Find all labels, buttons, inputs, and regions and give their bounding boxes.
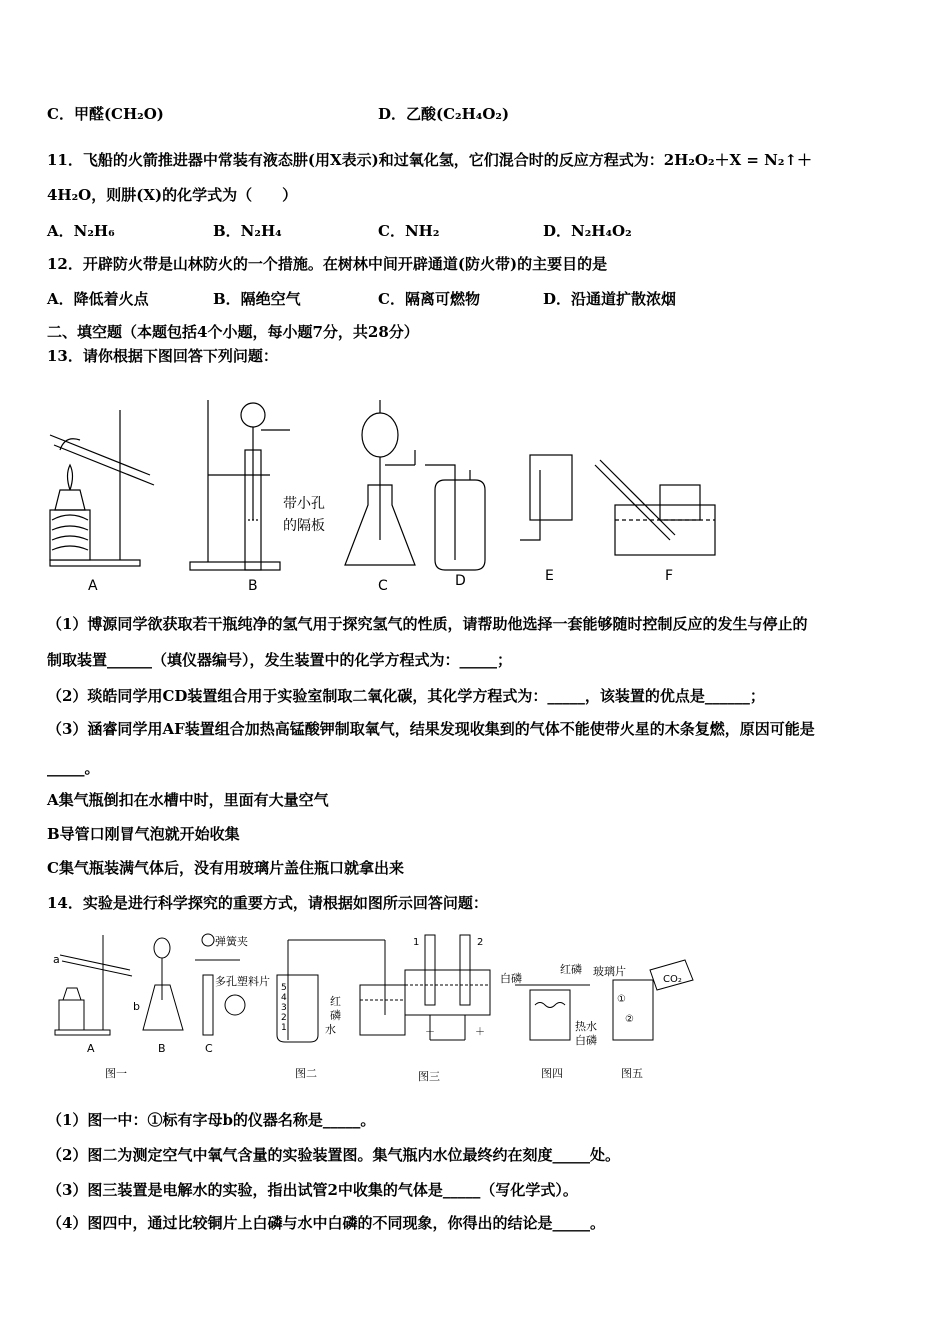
q13-part3-line2: _____。 (47, 759, 100, 777)
q11-option-d: D．N₂H₄O₂ (543, 222, 632, 240)
fig2-red-label: 红 (330, 995, 341, 1008)
fig2-mark-5: 5 (281, 983, 287, 993)
fig4-red-label: 红磷 (560, 963, 582, 976)
q14-part4: （4）图四中，通过比较铜片上白磷与水中白磷的不同现象，你得出的结论是_____。 (47, 1214, 605, 1232)
q13-part1-line1: （1）博源同学欲获取若干瓶纯净的氢气用于探究氢气的性质，请帮助他选择一套能够随时控制反应的发生与停止的 (47, 615, 808, 633)
q14-part1: （1）图一中：①标有字母b的仪器名称是_____。 (47, 1111, 376, 1129)
fig2-water-label: 水 (325, 1023, 336, 1036)
section-heading: 二、填空题（本题包括4个小题，每小题7分，共28分） (47, 323, 419, 341)
q13-stem: 13．请你根据下图回答下列问题： (47, 347, 278, 365)
q13-choice-b: B导管口刚冒气泡就开始收集 (47, 825, 240, 843)
q11-option-c: C．NH₂ (378, 222, 440, 240)
fig-note-b2: 的隔板 (283, 518, 325, 534)
q13-choice-c: C集气瓶装满气体后，没有用玻璃片盖住瓶口就拿出来 (47, 859, 404, 877)
fig-label-b: B (248, 578, 258, 594)
q10-option-d: D．乙酸(C₂H₄O₂) (378, 105, 510, 123)
q14-part3: （3）图三装置是电解水的实验，指出试管2中收集的气体是_____（写化学式）。 (47, 1181, 578, 1199)
q11-stem-line1: 11．飞船的火箭推进器中常装有液态肼(用X表示)和过氧化氢，它们混合时的反应方程式为：2H₂O₂＋X = N₂↑＋ (47, 151, 813, 169)
fig1-label-c: C (205, 1042, 213, 1055)
q12-option-b: B．隔绝空气 (213, 290, 301, 308)
fig4-white2-label: 白磷 (575, 1034, 597, 1047)
fig5-n1: ① (617, 994, 626, 1005)
fig2-p-label: 磷 (330, 1009, 341, 1022)
fig1-label-b: B (158, 1042, 166, 1055)
fig1-clip-label: 弹簧夹 (215, 935, 248, 948)
fig2-mark-4: 4 (281, 993, 287, 1003)
caption-fig2: 图二 (295, 1067, 317, 1080)
q12-option-d: D．沿通道扩散浓烟 (543, 290, 677, 308)
fig4-white-label: 白磷 (500, 972, 522, 985)
q11-option-b: B．N₂H₄ (213, 222, 282, 240)
q14-stem: 14．实验是进行科学探究的重要方式，请根据如图所示回答问题： (47, 894, 488, 912)
q13-part3-line1: （3）涵睿同学用AF装置组合加热高锰酸钾制取氧气，结果发现收集到的气体不能使带火星的木条复燃，原因可能是 (47, 720, 815, 738)
caption-fig5: 图五 (621, 1067, 643, 1080)
q13-apparatus-figure (40, 390, 730, 600)
fig-label-f: F (665, 568, 674, 584)
caption-fig1: 图一 (105, 1067, 127, 1080)
fig5-glass-label: 玻璃片 (593, 965, 626, 978)
fig-label-e: E (545, 568, 554, 584)
q13-part2: （2）琰皓同学用CD装置组合用于实验室制取二氧化碳，其化学方程式为：_____，该装置的优点是______； (47, 687, 765, 705)
a-stand-base (50, 560, 140, 566)
q12-option-c: C．隔离可燃物 (378, 290, 480, 308)
fig3-plus: ＋ (475, 1027, 485, 1038)
fig3-minus: － (425, 1027, 435, 1038)
q11-stem-line2: 4H₂O，则肼(X)的化学式为（ ） (47, 186, 298, 204)
fig1-label-a: A (87, 1042, 95, 1055)
fig2-mark-3: 3 (281, 1003, 287, 1013)
caption-fig4: 图四 (541, 1067, 563, 1080)
q12-option-a: A．降低着火点 (47, 290, 149, 308)
q14-part2: （2）图二为测定空气中氧气含量的实验装置图。集气瓶内水位最终约在刻度_____处。 (47, 1146, 620, 1164)
q11-option-a: A．N₂H₆ (47, 222, 115, 240)
fig-label-d: D (455, 573, 466, 589)
fig4-hot-label: 热水 (575, 1020, 597, 1033)
fig-label-a: A (88, 578, 98, 594)
fig-label-c: C (378, 578, 388, 594)
fig1-a-letter: a (53, 953, 60, 966)
q14-figure (45, 930, 710, 1085)
q13-choice-a: A集气瓶倒扣在水槽中时，里面有大量空气 (47, 791, 329, 809)
fig5-co2-label: CO₂ (663, 974, 682, 985)
fig5-n2: ② (625, 1014, 634, 1025)
fig2-mark-2: 2 (281, 1013, 287, 1023)
fig-note-b1: 带小孔 (283, 496, 325, 512)
caption-fig3: 图三 (418, 1070, 440, 1083)
fig1-plate-label: 多孔塑料片 (215, 975, 270, 988)
fig3-tube-1: 1 (413, 937, 420, 948)
q12-stem: 12．开辟防火带是山林防火的一个措施。在树林中间开辟通道(防火带)的主要目的是 (47, 255, 608, 273)
q13-part1-line2: 制取装置______（填仪器编号），发生装置中的化学方程式为：_____； (47, 651, 513, 669)
fig1-b-letter: b (133, 1000, 140, 1013)
fig3-tube-2: 2 (477, 937, 484, 948)
q10-option-c: C．甲醛(CH₂O) (47, 105, 164, 123)
fig2-mark-1: 1 (281, 1023, 287, 1033)
